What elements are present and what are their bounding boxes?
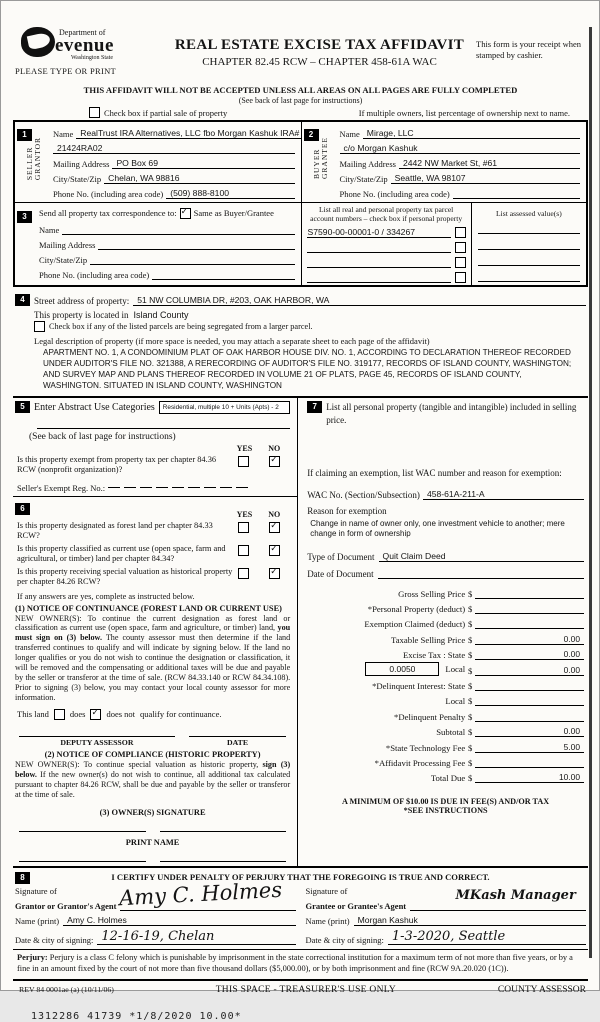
historic-no-checkbox[interactable] [269,568,280,579]
this-land-label: This land [17,709,49,720]
section-1-badge: 1 [17,129,32,141]
yes-header: YES [236,443,253,453]
excise-tax-local-field[interactable]: 0.00 [475,665,584,676]
located-in-label: This property is located in [34,310,129,321]
owner-print-line-2[interactable] [160,861,287,862]
exemption-claimed-label: Exemption Claimed (deduct) [364,619,466,630]
corr-mailing-field[interactable] [98,249,294,250]
corr-name-field[interactable] [62,234,294,235]
section-6-badge: 6 [15,503,30,515]
same-as-buyer-label: Same as Buyer/Grantee [193,208,274,218]
county-assessor-label: COUNTY ASSESSOR [497,984,586,995]
grantor-date-label: Date & city of signing: [15,934,94,945]
does-not-label: does not [106,709,136,720]
correspondence-label: Send all property tax correspondence to: [39,208,177,218]
corr-citystatezip-field[interactable] [90,264,294,265]
notice-continuance-body: NEW OWNER(S): To continue the current designation as forest land or classification as current use (open space, farm and agriculture, or timber) land, you must sign on (3) below. The county assessor must then determine if the land transferred continues to qualify and will indicate by signing below. If the land no longer qualifies or you do not wish to continue the designation or classification, it will be removed and the compensating or additional taxes will be due and payable by the seller or transferor at the time of sale. (RCW 84.33.140 or RCW 84.34.108). Prior to signing (3) below, you may contact your local county assessor for more information. [15,613,291,703]
buyer-phone-field[interactable] [453,198,580,199]
land-does-not-checkbox[interactable] [90,709,101,720]
correspondence-section [15,203,301,285]
dor-logo [13,25,163,85]
no-header: NO [268,443,281,453]
parcel-numbers-header: List all real and personal property tax parcel account numbers – check box if personal property [310,205,463,224]
section-7-badge: 7 [307,401,322,413]
section-4-badge: 4 [15,294,30,306]
legal-description-label: Legal description of property (if more space is needed, you may attach a separate sheet to each page of the affidavit) [34,336,430,347]
parties-box [13,120,588,287]
forest-question: Is this property designated as forest land per chapter 84.33 RCW? [17,520,213,541]
seller-citystatezip-field[interactable]: Chelan, WA 98816 [104,173,294,184]
grantee-print-field[interactable]: Morgan Kashuk [354,915,586,926]
excise-tax-state-field[interactable]: 0.00 [475,649,584,660]
delinquent-interest-local-label: Local [445,696,466,707]
seller-phone-label: Phone No. (including area code) [53,189,164,199]
assessed-value-field-1[interactable] [478,218,580,234]
seller-phone-field[interactable]: (509) 888-8100 [166,188,294,199]
does-label: does [69,709,86,720]
warning-line: THIS AFFIDAVIT WILL NOT BE ACCEPTED UNLESS ALL AREAS ON ALL PAGES ARE FULLY COMPLETED [83,85,518,95]
wac-no-label: WAC No. (Section/Subsection) [307,489,420,500]
doc-type-field[interactable]: Quit Claim Deed [379,551,584,562]
minimum-due-note: A MINIMUM OF $10.00 IS DUE IN FEE(S) AND/OR TAX [341,797,550,807]
grantor-signature-line[interactable] [120,910,295,911]
grantee-date-field[interactable]: 1-3-2020, Seattle [388,929,586,945]
exempt-reg-label: Seller's Exempt Reg. No.: [17,482,106,493]
tax-computation-column [298,398,588,866]
located-in-value[interactable]: Island County [133,310,189,321]
state-technology-fee-field[interactable]: 5.00 [475,742,584,753]
scan-edge-artifact [589,27,592,958]
grantor-side-label: GRANTOR [33,137,43,181]
current-no-checkbox[interactable] [269,545,280,556]
seller-name-field[interactable]: RealTrust IRA Alternatives, LLC fbo Morgan Kashuk IRA# [76,128,301,139]
grantee-print-label: Name (print) [305,915,350,926]
current-use-question: Is this property classified as current use (open space, farm and agricultural, or timber) land per chapter 84.34? [17,543,226,564]
delinquent-interest-state-field[interactable] [475,690,584,691]
delinquent-penalty-field[interactable] [475,721,584,722]
grantor-sig-label-1: Signature of [15,885,57,896]
forest-no-checkbox[interactable] [269,522,280,533]
receipt-note: This form is your receipt when stamped by cashier. [476,39,582,60]
grantor-print-field[interactable]: Amy C. Holmes [63,915,295,926]
grantee-signature-line[interactable] [410,910,586,911]
delinquent-penalty-label: *Delinquent Penalty [394,711,466,722]
treasurer-use-label: THIS SPACE - TREASURER'S USE ONLY [215,984,397,995]
forest-yes-checkbox[interactable] [238,522,249,533]
current-yes-checkbox[interactable] [238,545,249,556]
form-header [13,25,588,85]
grantor-signature-block [15,877,296,945]
personal-property-label: List all personal property (tangible and intangible) included in selling price. [326,401,577,426]
parcel-numbers-column [301,203,472,285]
money-table: Gross Selling Price $ *Personal Property (deduct) $ Exemption Claimed (deduct) $ Taxable Selling Price $ 0.00 Excise Tax : State $ 0.00 0.0050 Local $ 0.00 *Delinquent Interest: State $ Local $ *Delinquent Penalty $ Subtotal $ 0.00 *State Technology Fee $ 5.00 *Affidavit Processing Fee $ Total Due $ 10.00 [307,583,584,783]
segregated-checkbox[interactable] [34,321,45,332]
abstract-use-label: Enter Abstract Use Categories [34,401,155,413]
assessed-values-header: List assessed value(s) [495,209,562,218]
state-technology-fee-label: *State Technology Fee [385,742,466,753]
gross-selling-price-label: Gross Selling Price [398,588,466,599]
deputy-assessor-line[interactable]: DEPUTY ASSESSOR [19,736,175,747]
parcel-2-personal-checkbox[interactable] [455,242,466,253]
taxable-selling-price-label: Taxable Selling Price [391,634,466,645]
grantee-signature-block [306,886,587,945]
section-3-badge: 3 [17,211,32,223]
parcel-field-3[interactable] [307,267,451,268]
parcel-4-personal-checkbox[interactable] [455,272,466,283]
delinquent-interest-local-field[interactable] [475,705,584,706]
grantor-signature-handwriting[interactable]: Amy C. Holmes [118,877,283,910]
buyer-mailing-field[interactable]: 2442 NW Market St, #61 [399,158,580,169]
excise-tax-local-label: Local [445,663,466,674]
buyer-side-label: BUYER [311,148,321,179]
parcel-3-personal-checkbox[interactable] [455,257,466,268]
historic-yes-checkbox[interactable] [238,568,249,579]
certification-section [13,868,588,950]
no-header-2: NO [268,509,281,519]
owner-signature-line-1[interactable] [19,831,146,832]
owner-print-line-1[interactable] [19,861,146,862]
grantee-signature-handwriting[interactable]: MKash Manager [455,887,576,903]
qualify-label: qualify for continuance. [140,709,222,720]
seller-name-label: Name [53,129,74,139]
seller-citystatezip-label: City/State/Zip [53,174,102,184]
excise-tax-state-label: Excise Tax : State [402,650,466,661]
subtotal-label: Subtotal [436,727,466,738]
corr-phone-label: Phone No. (including area code) [39,270,150,280]
section-8-badge: 8 [15,872,30,884]
buyer-name-label: Name [339,129,360,139]
owner-signature-line-2[interactable] [160,831,287,832]
buyer-co-field[interactable]: c/o Morgan Kashuk [340,143,581,154]
buyer-citystatezip-label: City/State/Zip [339,174,388,184]
seller-mailing-label: Mailing Address [53,159,110,169]
wac-no-field[interactable]: 458-61A-211-A [423,489,584,500]
print-name-title: PRINT NAME [125,837,180,847]
corr-name-label: Name [39,225,60,235]
legal-description-text[interactable]: APARTMENT NO. 1, A CONDOMINIUM PLAT OF OAK HARBOR HOUSE DIV. NO. 1, ACCORDING TO DECLARATION THEREOF RECORDED UNDER AUDITOR'S FILE NO. 321388, A RERECORDING OF AUDITOR'S FILE NO. 319177, RECORDS OF ISLAND COUNTY, WASHINGTON; AND SURVEY MAP AND PLANS THEREOF RECORDED IN VOLUME 21 OF PLATS, PAGE 45, RECORDS OF ISLAND COUNTY, WASHINGTON. SITUATED IN ISLAND COUNTY, WASHINGTON [43,348,572,390]
section-2-badge: 2 [304,129,319,141]
exempt-no-checkbox[interactable] [269,456,280,467]
form-subtitle: CHAPTER 82.45 RCW – CHAPTER 458-61A WAC [202,56,437,68]
parcel-field-4[interactable] [307,282,451,283]
see-back-note: (See back of last page for instructions) [238,96,363,105]
assessed-value-field-4[interactable] [478,266,580,282]
seller-name-field-2[interactable]: 21424RA02 [53,143,295,154]
rev-form-number: REV 84 0001ae (a) (10/11/06) [19,985,114,995]
buyer-name-field[interactable]: Mirage, LLC [363,128,580,139]
deputy-date-line[interactable]: DATE [189,736,286,747]
notice-compliance-title: (2) NOTICE OF COMPLIANCE (HISTORIC PROPERTY) [44,749,261,759]
corr-mailing-label: Mailing Address [39,240,96,250]
affidavit-processing-fee-label: *Affidavit Processing Fee [374,758,466,768]
same-as-buyer-checkbox[interactable] [180,208,191,219]
historic-question: Is this property receiving special valuation as historical property per chapter 84.26 RCW? [17,566,233,587]
property-section [13,287,588,391]
affidavit-processing-fee-field[interactable] [475,767,584,768]
notice-compliance-body: NEW OWNER(S): To continue special valuation as historic property, sign (3) below. If the new owner(s) do not wish to continue, all additional tax calculated pursuant to chapter 84.26 RCW, shall be due and payable by the seller or transferor at the time of sale. [15,759,291,799]
doc-date-field[interactable] [378,578,584,579]
grantor-print-label: Name (print) [15,915,60,926]
buyer-citystatezip-field[interactable]: Seattle, WA 98107 [391,173,580,184]
delinquent-interest-state-label: *Delinquent Interest: State [372,681,466,692]
personal-property-deduct-label: *Personal Property (deduct) [367,604,466,615]
grantee-sig-label-2: Grantee or Grantee's Agent [305,900,407,911]
exemption-claimed-field[interactable] [475,628,584,629]
parcel-field-1[interactable]: S7590-00-00001-0 / 334267 [307,227,451,238]
partial-sale-label: Check box if partial sale of property [104,107,228,118]
subtotal-field[interactable]: 0.00 [475,726,584,737]
reason-exemption-text[interactable]: Change in name of owner only, one investment vehicle to another; mere change in form of ownership [310,518,565,538]
abstract-use-dropdown[interactable]: Residential, multiple 10 + Units (Apts) - 2 [159,401,290,414]
notice-continuance-title: (1) NOTICE OF CONTINUANCE (FOREST LAND OR CURRENT USE) [15,603,282,613]
owners-signature-title: (3) OWNER(S) SIGNATURE [99,807,206,817]
partial-sale-checkbox[interactable] [89,107,100,118]
exempt-question: Is this property exempt from property tax per chapter 84.36 RCW (nonprofit organization)? [17,454,217,475]
doc-type-label: Type of Document [307,552,375,563]
corr-phone-field[interactable] [152,279,294,280]
assessed-value-field-3[interactable] [478,250,580,266]
logo-revenue: evenue [55,35,114,56]
see-back-note-2: (See back of last page for instructions) [29,431,176,442]
multiple-owners-note: If multiple owners, list percentage of ownership next to name. [358,107,570,118]
total-due-field[interactable]: 10.00 [475,772,584,783]
land-does-checkbox[interactable] [54,709,65,720]
seller-section [15,122,301,202]
street-address-field[interactable]: 51 NW COLUMBIA DR, #203, OAK HARBOR, WA [133,295,586,306]
corr-citystatezip-label: City/State/Zip [39,255,88,265]
logo-washington-state: Washington State [71,55,114,61]
grantor-date-field[interactable]: 12-16-19, Chelan [97,929,295,945]
grantor-sig-label-2: Grantor or Grantor's Agent [15,900,117,911]
assessed-values-column [472,203,586,285]
treasurer-stamp: 1312286 41739 *1/8/2020 10.00* [31,1010,242,1022]
buyer-phone-label: Phone No. (including area code) [339,189,450,199]
exempt-yes-checkbox[interactable] [238,456,249,467]
seller-mailing-field[interactable]: PO Box 69 [112,158,294,169]
form-title: REAL ESTATE EXCISE TAX AFFIDAVIT [174,37,465,53]
parcel-1-personal-checkbox[interactable] [455,227,466,238]
reason-exemption-label: Reason for exemption [307,505,387,516]
assessed-value-field-2[interactable] [478,234,580,250]
see-instructions-note: *SEE INSTRUCTIONS [403,806,488,816]
logo-department-of: Department of [59,28,106,37]
total-due-label: Total Due [430,773,466,784]
grantee-sig-label-1: Signature of [305,885,348,896]
please-type-or-print: PLEASE TYPE OR PRINT [15,66,117,76]
certify-statement: I CERTIFY UNDER PENALTY OF PERJURY THAT THE FOREGOING IS TRUE AND CORRECT. [111,871,490,882]
exempt-reg-field[interactable] [108,475,252,493]
taxable-selling-price-field[interactable]: 0.00 [475,634,584,645]
personal-property-deduct-field[interactable] [475,613,584,614]
forest-land-section [13,496,297,862]
segregated-label: Check box if any of the listed parcels are being segregated from a larger parcel. [49,322,313,332]
parcel-field-2[interactable] [307,252,451,253]
seller-side-label: SELLER [25,146,34,181]
if-yes-note: If any answers are yes, complete as instructed below. [17,591,195,601]
revenue-swoosh-icon [21,27,55,57]
local-rate-box[interactable]: 0.0050 [365,662,439,676]
buyer-mailing-label: Mailing Address [339,159,396,169]
claim-exemption-note: If claiming an exemption, list WAC number and reason for exemption: [307,467,562,478]
yes-header-2: YES [236,509,253,519]
grantee-side-label: GRANTEE [319,137,329,179]
grantee-date-label: Date & city of signing: [305,934,384,945]
perjury-paragraph: Perjury: Perjury is a class C felony which is punishable by imprisonment in the state correctional institution for a maximum term of not more than five years, or by a fine in an amount fixed by the court of not more than five thousand dollars ($5,000.00), or by both imprisonment and fine (RCW 9A.20.020 (1C)). [13,950,588,981]
use-category-column [13,398,298,866]
buyer-section [301,122,587,202]
abstract-use-blank-line[interactable] [37,416,290,429]
street-address-label: Street address of property: [34,296,130,307]
doc-date-label: Date of Document [307,569,374,580]
section-5-badge: 5 [15,401,30,413]
gross-selling-price-field[interactable] [475,598,584,599]
